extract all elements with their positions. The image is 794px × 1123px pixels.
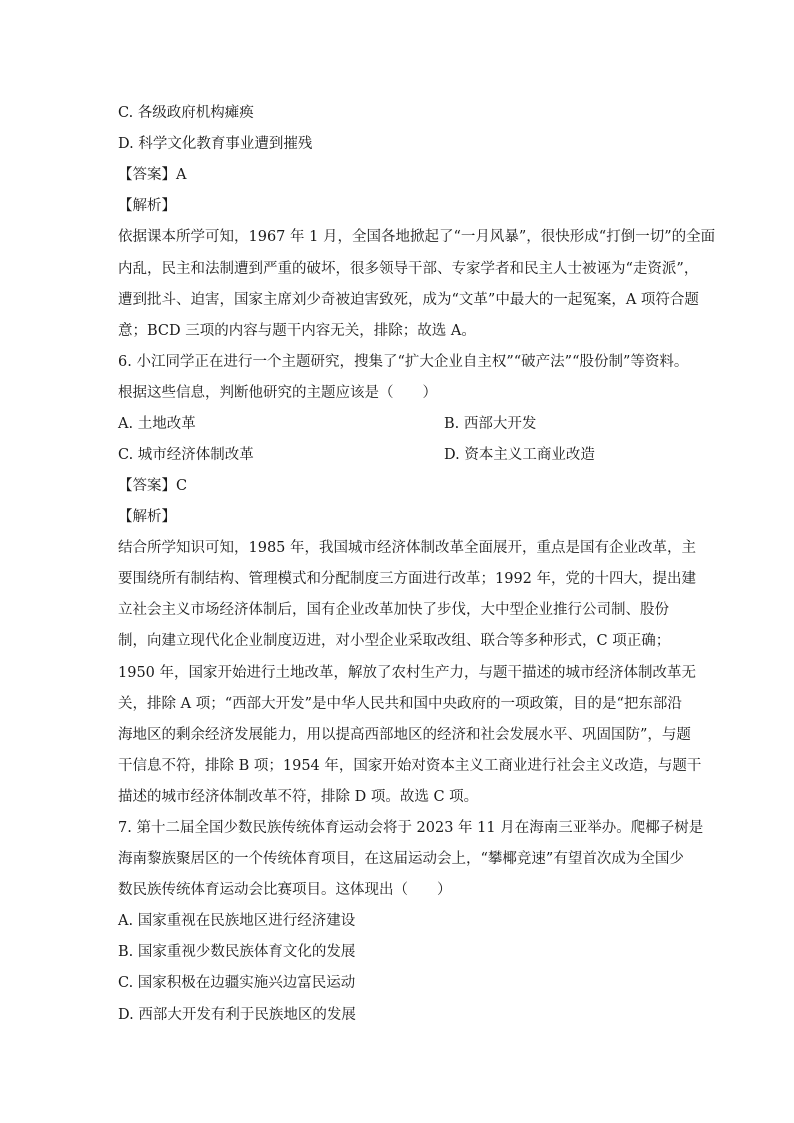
- q6-stem-line: 6. 小江同学正在进行一个主题研究，搜集了“扩大企业自主权”“破产法”“股份制”等资料。: [118, 354, 689, 370]
- q6-option-d: D. 资本主义工商业改造: [444, 447, 595, 463]
- q5-option-c: C. 各级政府机构瘫痪: [118, 105, 254, 121]
- q6-analysis-line: 1950 年，国家开始进行土地改革，解放了农村生产力，与题干描述的城市经济体制改革无: [118, 665, 697, 681]
- q7-stem-line: 海南黎族聚居区的一个传统体育项目，在这届运动会上，“攀椰竞速”有望首次成为全国少: [118, 851, 684, 867]
- q6-option-a: A. 土地改革: [118, 416, 196, 432]
- q7-stem-line: 7. 第十二届全国少数民族传统体育运动会将于 2023 年 11 月在海南三亚举办。爬椰子树是: [118, 820, 704, 836]
- q5-analysis-line: 内乱，民主和法制遭到严重的破坏，很多领导干部、专家学者和民主人士被诬为“走资派”，: [118, 261, 699, 277]
- q5-option-d: D. 科学文化教育事业遭到摧残: [118, 136, 313, 152]
- q6-stem-line: 根据这些信息，判断他研究的主题应该是（ ）: [118, 385, 437, 401]
- q5-analysis-line: 依据课本所学可知，1967 年 1 月，全国各地掀起了“一月风暴”，很快形成“打倒一切”的全面: [118, 229, 716, 245]
- q5-answer: 【答案】A: [118, 167, 187, 183]
- q6-option-c: C. 城市经济体制改革: [118, 447, 254, 463]
- q5-analysis-line: 遭到批斗、迫害，国家主席刘少奇被迫害致死，成为“文革”中最大的一起冤案，A 项符合题: [118, 292, 699, 308]
- q7-option-b: B. 国家重视少数民族体育文化的发展: [118, 944, 356, 960]
- q6-analysis-line: 干信息不符，排除 B 项；1954 年，国家开始对资本主义工商业进行社会主义改造，与题干: [118, 758, 702, 774]
- q7-option-d: D. 西部大开发有利于民族地区的发展: [118, 1007, 356, 1023]
- q7-stem-line: 数民族传统体育运动会比赛项目。这体现出（ ）: [118, 882, 452, 898]
- q5-analysis-line: 意；BCD 三项的内容与题干内容无关，排除；故选 A。: [118, 323, 476, 339]
- q7-option-c: C. 国家积极在边疆实施兴边富民运动: [118, 975, 356, 991]
- q6-analysis-line: 关，排除 A 项；“西部大开发”是中华人民共和国中央政府的一项政策，目的是“把东部沿: [118, 696, 682, 712]
- q6-analysis-label: 【解析】: [118, 509, 176, 525]
- q5-analysis-label: 【解析】: [118, 198, 176, 214]
- q6-analysis-line: 立社会主义市场经济体制后，国有企业改革加快了步伐，大中型企业推行公司制、股份: [118, 602, 669, 618]
- q6-analysis-line: 制，向建立现代化企业制度迈进，对小型企业采取改组、联合等多种形式，C 项正确；: [118, 633, 671, 649]
- q7-option-a: A. 国家重视在民族地区进行经济建设: [118, 913, 356, 929]
- q6-analysis-line: 海地区的剩余经济发展能力，用以提高西部地区的经济和社会发展水平、巩固国防”，与题: [118, 727, 691, 743]
- q6-option-b: B. 西部大开发: [444, 416, 537, 432]
- q6-analysis-line: 描述的城市经济体制改革不符，排除 D 项。故选 C 项。: [118, 789, 479, 805]
- q6-answer: 【答案】C: [118, 478, 188, 494]
- q6-analysis-line: 要围绕所有制结构、管理模式和分配制度三方面进行改革；1992 年，党的十四大，提出建: [118, 571, 697, 587]
- q6-analysis-line: 结合所学知识可知，1985 年，我国城市经济体制改革全面展开，重点是国有企业改革，主: [118, 540, 697, 556]
